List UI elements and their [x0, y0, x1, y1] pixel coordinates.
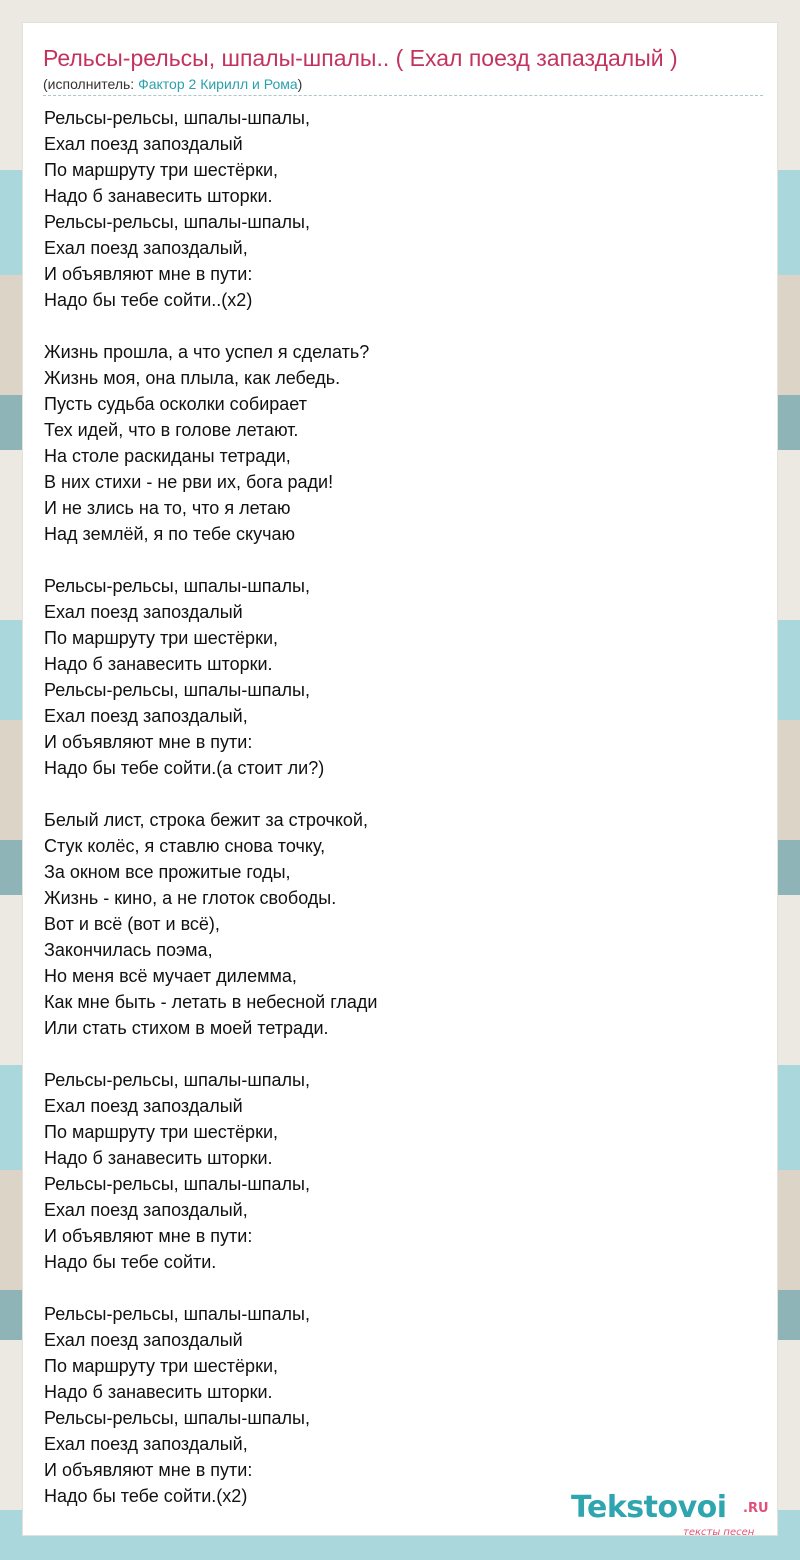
performer-line: [43, 75, 763, 96]
logo-wordmark: Tekstovoi: [571, 1490, 727, 1525]
lyric-line: Ехал поезд запоздалый,: [44, 238, 248, 258]
lyric-line: По маршруту три шестёрки,: [44, 1122, 278, 1142]
lyric-line: Рельсы-рельсы, шпалы-шпалы,: [44, 1174, 310, 1194]
lyric-line: Жизнь - кино, а не глоток свободы.: [44, 888, 337, 908]
stanza-break: [44, 547, 764, 573]
lyric-line: Белый лист, строка бежит за строчкой,: [44, 810, 368, 830]
lyric-line: Надо бы тебе сойти.: [44, 1252, 217, 1272]
lyric-line: Рельсы-рельсы, шпалы-шпалы,: [44, 1070, 310, 1090]
song-title: Рельсы-рельсы, шпалы-шпалы.. ( Ехал поезд запаздалый ): [43, 45, 678, 71]
lyric-line: Надо бы тебе сойти.(x2): [44, 1486, 248, 1506]
lyric-line: Надо б занавесить шторки.: [44, 186, 273, 206]
lyric-line: Жизнь прошла, а что успел я сделать?: [44, 342, 370, 362]
lyric-line: Надо б занавесить шторки.: [44, 1148, 273, 1168]
lyric-line: Надо бы тебе сойти.(а стоит ли?): [44, 758, 325, 778]
stanza-break: [44, 1041, 764, 1067]
lyric-line: Рельсы-рельсы, шпалы-шпалы,: [44, 1304, 310, 1324]
lyric-line: Рельсы-рельсы, шпалы-шпалы,: [44, 1408, 310, 1428]
lyric-line: По маршруту три шестёрки,: [44, 1356, 278, 1376]
lyric-line: Ехал поезд запоздалый,: [44, 706, 248, 726]
lyric-line: Тех идей, что в голове летают.: [44, 420, 299, 440]
lyric-line: Рельсы-рельсы, шпалы-шпалы,: [44, 680, 310, 700]
lyric-line: Ехал поезд запоздалый: [44, 1096, 243, 1116]
lyric-line: Закончилась поэма,: [44, 940, 213, 960]
lyric-line: Надо б занавесить шторки.: [44, 654, 273, 674]
logo-tld: .RU: [743, 1501, 769, 1516]
lyric-line: Стук колёс, я ставлю снова точку,: [44, 836, 326, 856]
lyric-line: Ехал поезд запоздалый,: [44, 1434, 248, 1454]
lyric-line: Над землёй, я по тебе скучаю: [44, 524, 295, 544]
lyric-line: Надо б занавесить шторки.: [44, 1382, 273, 1402]
lyric-line: По маршруту три шестёрки,: [44, 160, 278, 180]
logo-tagline: тексты песен: [683, 1527, 755, 1538]
lyric-line: За окном все прожитые годы,: [44, 862, 291, 882]
lyric-line: Но меня всё мучает дилемма,: [44, 966, 297, 986]
lyric-line: Надо бы тебе сойти..(x2): [44, 290, 253, 310]
stanza-break: [44, 781, 764, 807]
lyric-line: По маршруту три шестёрки,: [44, 628, 278, 648]
lyric-line: И объявляют мне в пути:: [44, 264, 253, 284]
stanza-break: [44, 313, 764, 339]
stanza-break: [44, 1275, 764, 1301]
lyric-line: Рельсы-рельсы, шпалы-шпалы,: [44, 212, 310, 232]
lyric-line: Вот и всё (вот и всё),: [44, 914, 220, 934]
lyric-line: Рельсы-рельсы, шпалы-шпалы,: [44, 576, 310, 596]
lyric-line: И не злись на то, что я летаю: [44, 498, 291, 518]
lyric-line: И объявляют мне в пути:: [44, 1460, 253, 1480]
lyric-line: В них стихи - не рви их, бога ради!: [44, 472, 334, 492]
site-logo[interactable]: [571, 1487, 781, 1547]
lyric-line: Пусть судьба осколки собирает: [44, 394, 307, 414]
lyric-line: И объявляют мне в пути:: [44, 1226, 253, 1246]
lyric-line: Как мне быть - летать в небесной глади: [44, 992, 378, 1012]
lyrics-text: [44, 105, 764, 1509]
lyric-line: Ехал поезд запоздалый,: [44, 1200, 248, 1220]
lyric-line: Рельсы-рельсы, шпалы-шпалы,: [44, 108, 310, 128]
lyrics-card: [22, 22, 778, 1536]
lyric-line: Ехал поезд запоздалый: [44, 134, 243, 154]
performer-prefix: (исполнитель:: [43, 76, 139, 92]
lyric-line: Или стать стихом в моей тетради.: [44, 1018, 329, 1038]
lyric-line: Ехал поезд запоздалый: [44, 602, 243, 622]
lyric-line: На столе раскиданы тетради,: [44, 446, 291, 466]
performer-link[interactable]: Фактор 2 Кирилл и Рома: [138, 76, 298, 92]
lyric-line: Ехал поезд запоздалый: [44, 1330, 243, 1350]
performer-suffix: ): [297, 76, 303, 92]
lyric-line: Жизнь моя, она плыла, как лебедь.: [44, 368, 341, 388]
lyric-line: И объявляют мне в пути:: [44, 732, 253, 752]
